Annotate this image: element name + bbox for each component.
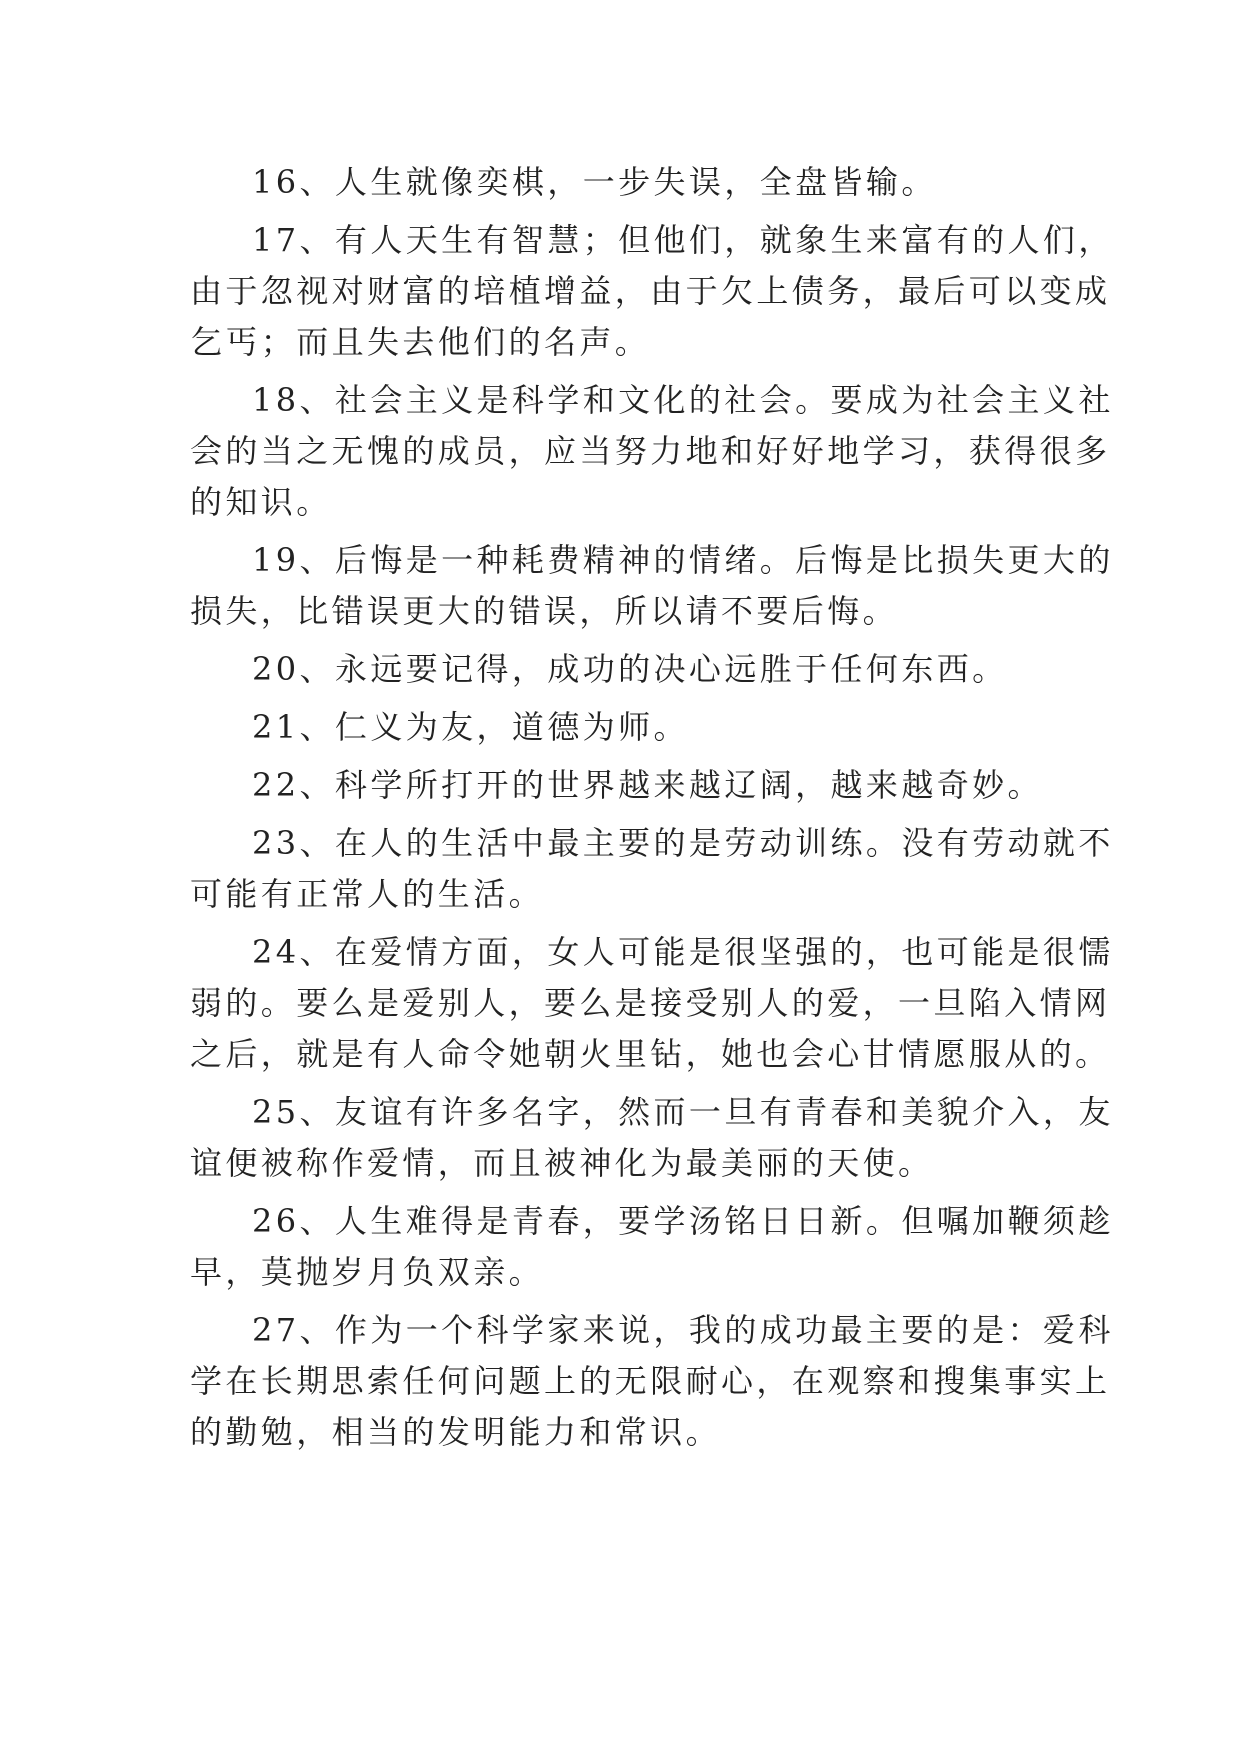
text-line: 21、仁义为友，道德为师。 (252, 708, 689, 746)
paragraph-26 (190, 1196, 1114, 1298)
text-line: 的知识。 (190, 483, 332, 521)
paragraph-23 (190, 818, 1114, 920)
text-line: 乞丐；而且失去他们的名声。 (190, 323, 651, 361)
text-line: 22、科学所打开的世界越来越辽阔，越来越奇妙。 (252, 766, 1043, 804)
text-line: 17、有人天生有智慧；但他们，就象生来富有的人们， (252, 221, 1114, 259)
text-line: 可能有正常人的生活。 (190, 875, 545, 913)
paragraph-22 (190, 760, 1070, 811)
paragraph-21 (190, 702, 1070, 753)
document-body (190, 157, 1114, 1465)
text-line: 19、后悔是一种耗费精神的情绪。后悔是比损失更大的 (252, 541, 1114, 579)
text-line: 会的当之无愧的成员，应当努力地和好好地学习，获得很多 (190, 432, 1111, 470)
text-line: 学在长期思索任何问题上的无限耐心，在观察和搜集事实上 (190, 1362, 1111, 1400)
paragraph-16 (190, 157, 1070, 208)
text-line: 26、人生难得是青春，要学汤铭日日新。但嘱加鞭须趁 (252, 1202, 1114, 1240)
paragraph-20 (190, 644, 1070, 695)
text-line: 由于忽视对财富的培植增益，由于欠上债务，最后可以变成 (190, 272, 1111, 310)
text-line: 早，莫抛岁月负双亲。 (190, 1253, 545, 1291)
text-line: 16、人生就像奕棋，一步失误，全盘皆输。 (252, 163, 937, 201)
text-line: 23、在人的生活中最主要的是劳动训练。没有劳动就不 (252, 824, 1114, 862)
text-line: 弱的。要么是爱别人，要么是接受别人的爱，一旦陷入情网 (190, 984, 1111, 1022)
text-line: 损失，比错误更大的错误，所以请不要后悔。 (190, 592, 899, 630)
text-line: 25、友谊有许多名字，然而一旦有青春和美貌介入，友 (252, 1093, 1114, 1131)
paragraph-25 (190, 1087, 1114, 1189)
text-line: 27、作为一个科学家来说，我的成功最主要的是：爱科 (252, 1311, 1114, 1349)
paragraph-24 (190, 927, 1114, 1080)
text-line: 的勤勉，相当的发明能力和常识。 (190, 1413, 722, 1451)
text-line: 24、在爱情方面，女人可能是很坚强的，也可能是很懦 (252, 933, 1114, 971)
text-line: 谊便被称作爱情，而且被神化为最美丽的天使。 (190, 1144, 934, 1182)
text-line: 18、社会主义是科学和文化的社会。要成为社会主义社 (252, 381, 1114, 419)
paragraph-27 (190, 1305, 1114, 1458)
paragraph-17 (190, 215, 1114, 368)
text-line: 20、永远要记得，成功的决心远胜于任何东西。 (252, 650, 1008, 688)
paragraph-18 (190, 375, 1114, 528)
paragraph-19 (190, 535, 1114, 637)
text-line: 之后，就是有人命令她朝火里钻，她也会心甘情愿服从的。 (190, 1035, 1111, 1073)
